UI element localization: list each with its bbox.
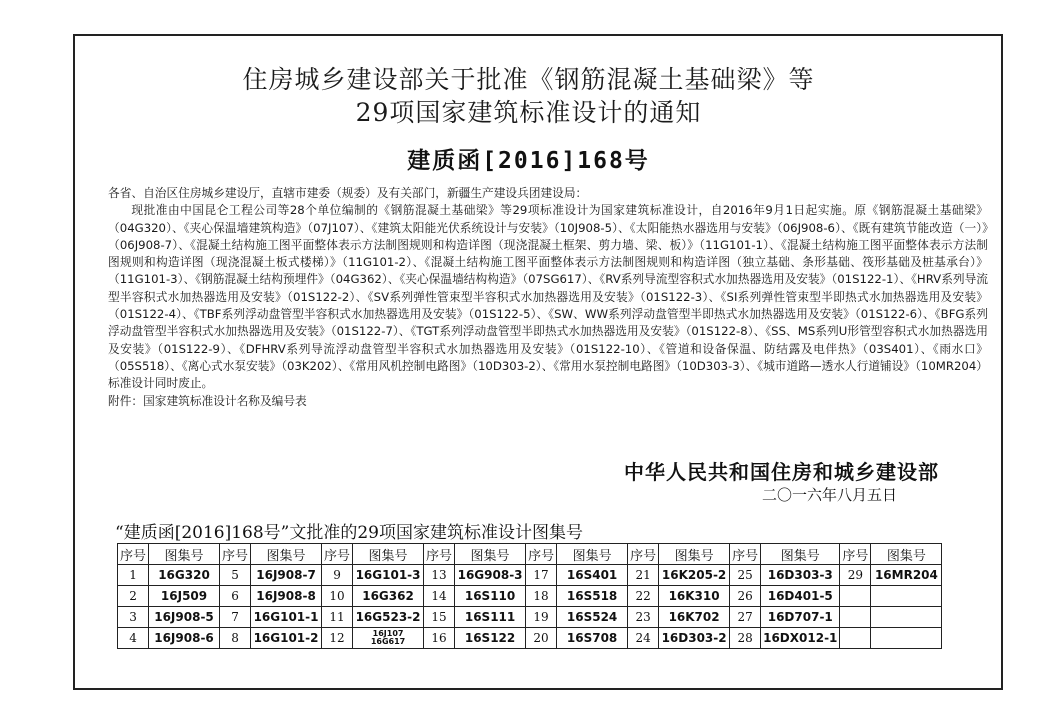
table-row — [118, 607, 942, 628]
seq-cell: 5 — [220, 565, 251, 586]
addressee: 各省、自治区住房城乡建设厅，直辖市建委（规委）及有关部门，新疆生产建设兵团建设局： — [108, 186, 588, 200]
signing-authority: 中华人民共和国住房和城乡建设部 — [624, 460, 939, 484]
seq-cell: 20 — [526, 628, 557, 649]
atlas-code-cell: 16S518 — [557, 586, 628, 607]
atlas-code-cell: 16G101-3 — [353, 565, 424, 586]
seq-cell: 7 — [220, 607, 251, 628]
seq-cell: 14 — [424, 586, 455, 607]
issue-date: 二〇一六年八月五日 — [761, 486, 897, 504]
seq-cell: 8 — [220, 628, 251, 649]
atlas-code-cell: 16S122 — [455, 628, 526, 649]
seq-cell: 22 — [628, 586, 659, 607]
atlas-code-cell: 16S401 — [557, 565, 628, 586]
atlas-code-cell: 16D303-3 — [761, 565, 840, 586]
header-seq: 序号 — [730, 544, 761, 565]
seq-cell: 11 — [322, 607, 353, 628]
seq-cell: 15 — [424, 607, 455, 628]
document-number: 建质函[2016]168号 — [407, 148, 650, 174]
seq-cell: 21 — [628, 565, 659, 586]
atlas-code-cell: 16MR204 — [871, 565, 942, 586]
seq-cell: 6 — [220, 586, 251, 607]
seq-cell: 12 — [322, 628, 353, 649]
table-header-row — [118, 544, 942, 565]
attachment-line: 附件：国家建筑标准设计名称及编号表 — [108, 393, 307, 408]
atlas-code-cell: 16S708 — [557, 628, 628, 649]
header-code: 图集号 — [557, 544, 628, 565]
table-row — [118, 628, 942, 649]
atlas-code-cell: 16J908-8 — [251, 586, 322, 607]
atlas-code-cell: 16J908-5 — [149, 607, 220, 628]
atlas-code-cell: 16G101-2 — [251, 628, 322, 649]
header-seq: 序号 — [526, 544, 557, 565]
seq-cell: 13 — [424, 565, 455, 586]
main-paragraph: 现批准由中国昆仑工程公司等28个单位编制的《钢筋混凝土基础梁》等29项标准设计为国家建筑标准设计，自2016年9月1日起实施。原《钢筋混凝土基础梁》（04G320）、《夹心保温墙建筑构造》（07J107）、《建筑太阳能光伏系统设计与安装》（10J908-5）、《太阳能热水器选用与安装》（06J908-6）、《既有建筑节能改造（一）》（06J908-7）、《混凝土结构施工图平面整体表示方法制图规则和构造详图（现浇混凝土框架、剪力墙、梁、板）》（11G101-1）、《混凝土结构施工图平面整体表示方法制图规则和构造详图（现浇混凝土板式楼梯）》（11G101-2）、《混凝土结构施工图平面整体表示方法制图规则和构造详图（独立基础、条形基础、筏形基础及桩基承台）》（11G101-3）、《钢筋混凝土结构预埋件》（04G362）、《夹心保温墙结构构造》（07SG617）、《RV系列导流型容积式水加热器选用及安装》（01S122-1）、《HRV系列导流型半容积式水加热器选用及安装》（01S122-2）、《SV系列弹性管束型半容积式水加热器选用及安装》（01S122-3）、《SI系列弹性管束型半即热式水加热器选用及安装》（01S122-4）、《TBF系列浮动盘管型半容积式水加热器选用及安装》（01S122-5）、《SW、WW系列浮动盘管型半即热式水加热器选用及安装》（01S122-6）、《BFG系列浮动盘管型半容积式水加热器选用及安装》（01S122-7）、《TGT系列浮动盘管型半即热式水加热器选用及安装》（01S122-8）、《SS、MS系列U形管型容积式水加热器选用及安装》（01S122-9）、《DFHRV系列导流浮动盘管型半容积式水加热器选用及安装》（01S122-10）、《管道和设备保温、防结露及电伴热》（03S401）、《雨水口》（05S518）、《离心式水泵安装》（03K202）、《常用风机控制电路图》（10D303-2）、《常用水泵控制电路图》（10D303-3）、《城市道路—透水人行道铺设》（10MR204）标准设计同时废止。 — [108, 203, 988, 391]
atlas-code-cell: 16J107 16G617 — [353, 628, 424, 649]
seq-cell — [840, 586, 871, 607]
atlas-code-cell: 16D401-5 — [761, 586, 840, 607]
atlas-code-cell: 16DX012-1 — [761, 628, 840, 649]
table-row — [118, 586, 942, 607]
seq-cell: 9 — [322, 565, 353, 586]
notice-title-line1: 住房城乡建设部关于批准《钢筋混凝土基础梁》等 — [242, 65, 815, 94]
atlas-code-cell: 16K205-2 — [659, 565, 730, 586]
header-code: 图集号 — [251, 544, 322, 565]
seq-cell: 1 — [118, 565, 149, 586]
seq-cell: 25 — [730, 565, 761, 586]
atlas-code-cell: 16K310 — [659, 586, 730, 607]
atlas-code-cell: 16J509 — [149, 586, 220, 607]
atlas-code-cell — [871, 628, 942, 649]
seq-cell: 29 — [840, 565, 871, 586]
seq-cell: 4 — [118, 628, 149, 649]
seq-cell: 23 — [628, 607, 659, 628]
seq-cell: 16 — [424, 628, 455, 649]
header-code: 图集号 — [659, 544, 730, 565]
notice-body — [108, 185, 988, 410]
seq-cell: 24 — [628, 628, 659, 649]
seq-cell: 27 — [730, 607, 761, 628]
header-code: 图集号 — [149, 544, 220, 565]
header-code: 图集号 — [353, 544, 424, 565]
header-seq: 序号 — [220, 544, 251, 565]
seq-cell: 3 — [118, 607, 149, 628]
table-row — [118, 565, 942, 586]
atlas-code-cell: 16G523-2 — [353, 607, 424, 628]
header-seq: 序号 — [322, 544, 353, 565]
table-title: “建质函[2016]168号”文批准的29项国家建筑标准设计图集号 — [115, 523, 583, 543]
header-code: 图集号 — [455, 544, 526, 565]
seq-cell: 28 — [730, 628, 761, 649]
atlas-number-table — [117, 543, 942, 649]
seq-cell: 17 — [526, 565, 557, 586]
notice-title-line2: 29项国家建筑标准设计的通知 — [355, 98, 702, 127]
seq-cell: 10 — [322, 586, 353, 607]
seq-cell: 2 — [118, 586, 149, 607]
atlas-code-cell: 16S111 — [455, 607, 526, 628]
atlas-code-cell: 16D303-2 — [659, 628, 730, 649]
atlas-code-cell: 16G908-3 — [455, 565, 526, 586]
seq-cell: 19 — [526, 607, 557, 628]
atlas-code-cell: 16J908-6 — [149, 628, 220, 649]
atlas-code-cell: 16G320 — [149, 565, 220, 586]
atlas-code-cell: 16J908-7 — [251, 565, 322, 586]
seq-cell — [840, 628, 871, 649]
header-seq: 序号 — [628, 544, 659, 565]
header-seq: 序号 — [118, 544, 149, 565]
header-seq: 序号 — [424, 544, 455, 565]
header-seq: 序号 — [840, 544, 871, 565]
atlas-code-cell: 16S110 — [455, 586, 526, 607]
atlas-code-cell: 16K702 — [659, 607, 730, 628]
header-code: 图集号 — [761, 544, 840, 565]
seq-cell: 26 — [730, 586, 761, 607]
atlas-code-cell — [871, 607, 942, 628]
header-code: 图集号 — [871, 544, 942, 565]
atlas-code-cell: 16S524 — [557, 607, 628, 628]
atlas-code-cell: 16G101-1 — [251, 607, 322, 628]
seq-cell — [840, 607, 871, 628]
atlas-code-cell — [871, 586, 942, 607]
atlas-code-cell: 16G362 — [353, 586, 424, 607]
seq-cell: 18 — [526, 586, 557, 607]
atlas-code-cell: 16D707-1 — [761, 607, 840, 628]
